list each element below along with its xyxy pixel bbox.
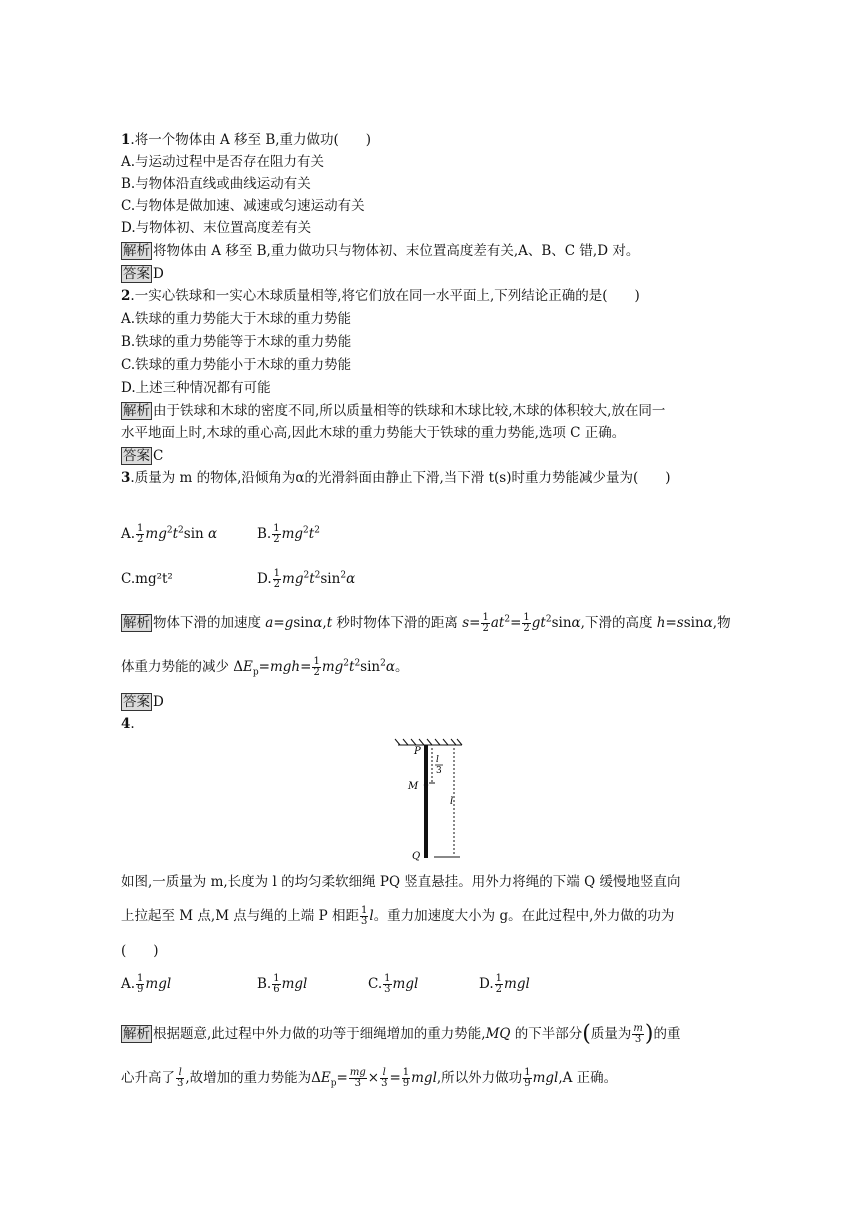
q4-analysis-line2: 心升高了 $\frac{l}{3}$ ,故增加的重力势能为$\Delta E_p=$ $\frac{mg}{3}$ × $\frac{l}{3}$ = $\frac{1}{9}$ mgl,所以外力做功 $\frac{1}{9}$ mgl,A 正确。	[121, 1067, 618, 1089]
q1-analysis: 解析 将物体由 A 移至 B,重力做功只与物体初、末位置高度差有关,A、B、C 错,D 对。	[123, 243, 640, 259]
q2-analysis-line2: 水平地面上时,木球的重心高,因此木球的重力势能大于铁球的重力势能,选项 C 正确。	[121, 425, 626, 441]
q3-analysis-line2: 体重力势能的减少 $\Delta E_p=mgh=$ $\frac{1}{2}$ $mg^2t^2\sin^2\alpha$。	[121, 656, 409, 678]
q3-stem: 3.质量为 m 的物体,沿倾角为α的光滑斜面由静止下滑,当下滑 t(s)时重力势能减少量为( )	[121, 470, 671, 486]
q4-stem-line3: ( )	[121, 943, 159, 959]
label-m: M	[408, 781, 419, 792]
label-p: P	[414, 746, 421, 757]
q4-stem-line1: 如图,一质量为 m,长度为 l 的均匀柔软细绳 PQ 竖直悬挂。用外力将绳的下端 Q 缓慢地竖直向	[121, 874, 681, 890]
q4-option-b: B. $\frac{1}{6}$ mgl	[257, 973, 308, 995]
analysis-tag: 解析	[123, 243, 150, 259]
analysis-tag: 解析	[123, 615, 150, 631]
q4-option-a: A. $\frac{1}{9}$ mgl	[121, 973, 172, 995]
answer-tag: 答案	[123, 266, 150, 282]
q1-stem: 1.将一个物体由 A 移至 B,重力做功( )	[121, 132, 372, 148]
label-l3-num: l	[436, 755, 439, 765]
q4-analysis-line1: 解析 根据题意,此过程中外力做的功等于细绳增加的重力势能,MQ 的下半部分(质量为 $\frac{m}{3}$ )的重	[123, 1021, 681, 1047]
q4-number: 4.	[121, 716, 135, 732]
q1-answer: 答案 D	[123, 266, 164, 282]
label-l3-den: 3	[436, 766, 442, 776]
q4-option-c: C. $\frac{1}{3}$ mgl	[368, 973, 419, 995]
analysis-tag: 解析	[123, 1026, 150, 1042]
q3-answer: 答案 D	[123, 694, 164, 710]
q1-option-b: B.与物体沿直线或曲线运动有关	[121, 176, 311, 192]
rope-figure	[390, 738, 480, 864]
q3-option-c: C.mg²t²	[121, 571, 173, 587]
q3-option-d: D. $\frac{1}{2}$ $mg^2t^2\sin^2\alpha$	[257, 568, 356, 590]
answer-tag: 答案	[123, 694, 150, 710]
label-q: Q	[412, 851, 421, 862]
label-l: l	[450, 796, 454, 807]
q2-analysis-line1: 解析 由于铁球和木球的密度不同,所以质量相等的铁球和木球比较,木球的体积较大,放在同一	[123, 403, 666, 419]
q2-option-c: C.铁球的重力势能小于木球的重力势能	[121, 357, 352, 373]
q2-option-d: D.上述三种情况都有可能	[121, 380, 271, 396]
q3-option-b: B. $\frac{1}{2}$ $mg^2t^2$	[257, 523, 320, 545]
q1-option-a: A.与运动过程中是否存在阻力有关	[121, 154, 325, 170]
rope	[424, 745, 428, 858]
q3-option-a: A. $\frac{1}{2}$ $mg^2t^2\sin$ α	[121, 523, 218, 545]
q3-analysis-line1: 解析 物体下滑的加速度 a=gsinα,t 秒时物体下滑的距离 s= $\frac{1}{2}$ $at^2=$ $\frac{1}{2}$ $gt^2\sin\alpha$,下滑的高度 h=ssinα,物	[123, 612, 731, 634]
q2-option-a: A.铁球的重力势能大于木球的重力势能	[121, 311, 352, 327]
q4-stem-line2: 上拉起至 M 点,M 点与绳的上端 P 相距 $\frac{1}{3}$ l。重力加速度大小为 g。在此过程中,外力做的功为	[121, 905, 675, 927]
q2-answer: 答案 C	[123, 448, 164, 464]
analysis-tag: 解析	[123, 403, 150, 419]
answer-tag: 答案	[123, 448, 150, 464]
q4-option-d: D. $\frac{1}{2}$ mgl	[479, 973, 530, 995]
q1-option-c: C.与物体是做加速、减速或匀速运动有关	[121, 198, 365, 214]
q1-option-d: D.与物体初、末位置高度差有关	[121, 220, 312, 236]
q2-option-b: B.铁球的重力势能等于木球的重力势能	[121, 334, 352, 350]
q2-stem: 2.一实心铁球和一实心木球质量相等,将它们放在同一水平面上,下列结论正确的是( )	[121, 288, 640, 304]
